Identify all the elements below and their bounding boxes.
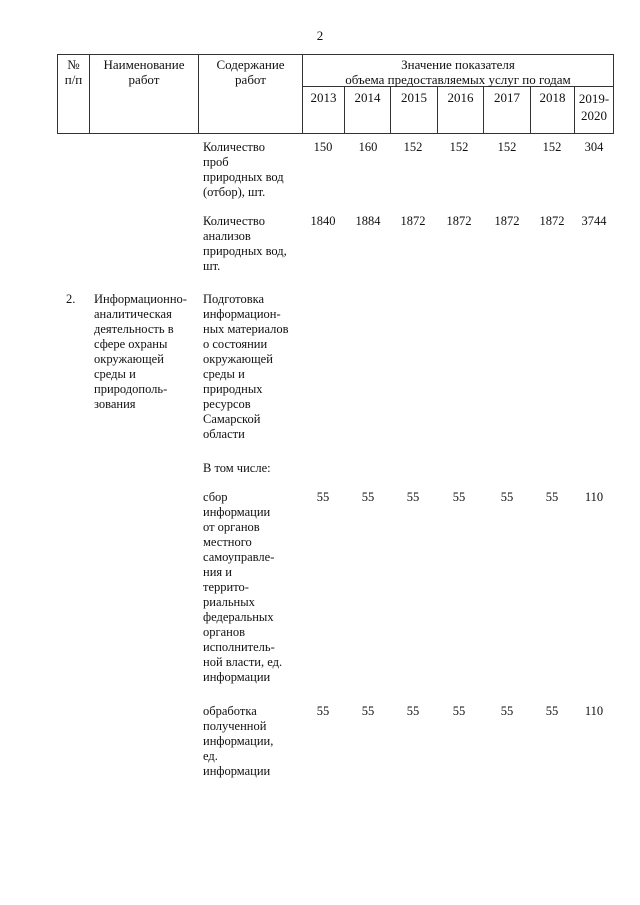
row-5-value-2019-2020: 110 (584, 490, 604, 504)
row-4-content: В том числе: (203, 461, 271, 475)
row-6-value-2016: 55 (452, 704, 466, 718)
row-2-value-2014: 1884 (355, 214, 381, 228)
row-2-value-2013: 1840 (310, 214, 336, 228)
row-2-value-2015: 1872 (400, 214, 426, 228)
year-2014: 2014 (354, 90, 381, 105)
row-2-value-2016: 1872 (446, 214, 472, 228)
row-5-value-2013: 55 (316, 490, 330, 504)
table-top-border (57, 54, 614, 55)
row-6-value-2015: 55 (406, 704, 420, 718)
row-6-value-2014: 55 (361, 704, 375, 718)
row-5-value-2016: 55 (452, 490, 466, 504)
header-num: № п/п (64, 57, 83, 87)
year-2015: 2015 (401, 90, 427, 105)
row-1-value-2015: 152 (403, 140, 423, 154)
row-5-value-2018: 55 (545, 490, 559, 504)
row-5-content: сбор информации от органов местного самоуправле- ния и террито- риальных федеральных органов исполнитель- ной власти, ед. информации (203, 490, 283, 684)
year-2017: 2017 (494, 90, 520, 105)
row-5-value-2017: 55 (500, 490, 514, 504)
vline-right (613, 54, 614, 134)
row-2-value-2018: 1872 (539, 214, 565, 228)
row-3-name: Информационно- аналитическая деятельность в сфере охраны окружающей среды и природополь- зования (94, 292, 187, 411)
row-1-value-2013: 150 (313, 140, 333, 154)
row-6-value-2019-2020: 110 (584, 704, 604, 718)
row-3-num: 2. (66, 292, 76, 306)
row-2-content: Количество анализов природных вод, шт. (203, 214, 287, 273)
header-name: Наименование работ (103, 57, 185, 87)
row-2-value-2017: 1872 (494, 214, 520, 228)
year-2016: 2016 (447, 90, 474, 105)
year-2019-2020: 2019- 2020 (578, 91, 610, 123)
row-1-value-2014: 160 (358, 140, 378, 154)
year-2013: 2013 (310, 90, 337, 105)
header-content: Содержание работ (216, 57, 285, 87)
page-number: 2 (316, 28, 324, 43)
row-6-value-2017: 55 (500, 704, 514, 718)
row-5-value-2015: 55 (406, 490, 420, 504)
row-1-content: Количество проб природных вод (отбор), шт. (203, 140, 284, 199)
year-2018: 2018 (539, 90, 566, 105)
row-2-value-2019-2020: 3744 (581, 214, 607, 228)
row-6-value-2018: 55 (545, 704, 559, 718)
row-1-value-2018: 152 (542, 140, 562, 154)
row-6-content: обработка полученной информации, ед. информации (203, 704, 274, 778)
row-3-content: Подготовка информацион- ных материалов о состоянии окружающей среды и природных ресурсов Самарской области (203, 292, 289, 441)
header-value-title: Значение показателя объема предоставляемых услуг по годам (345, 57, 571, 87)
row-1-value-2016: 152 (449, 140, 469, 154)
row-1-value-2017: 152 (497, 140, 517, 154)
row-1-value-2019-2020: 304 (584, 140, 604, 154)
row-6-value-2013: 55 (316, 704, 330, 718)
row-5-value-2014: 55 (361, 490, 375, 504)
